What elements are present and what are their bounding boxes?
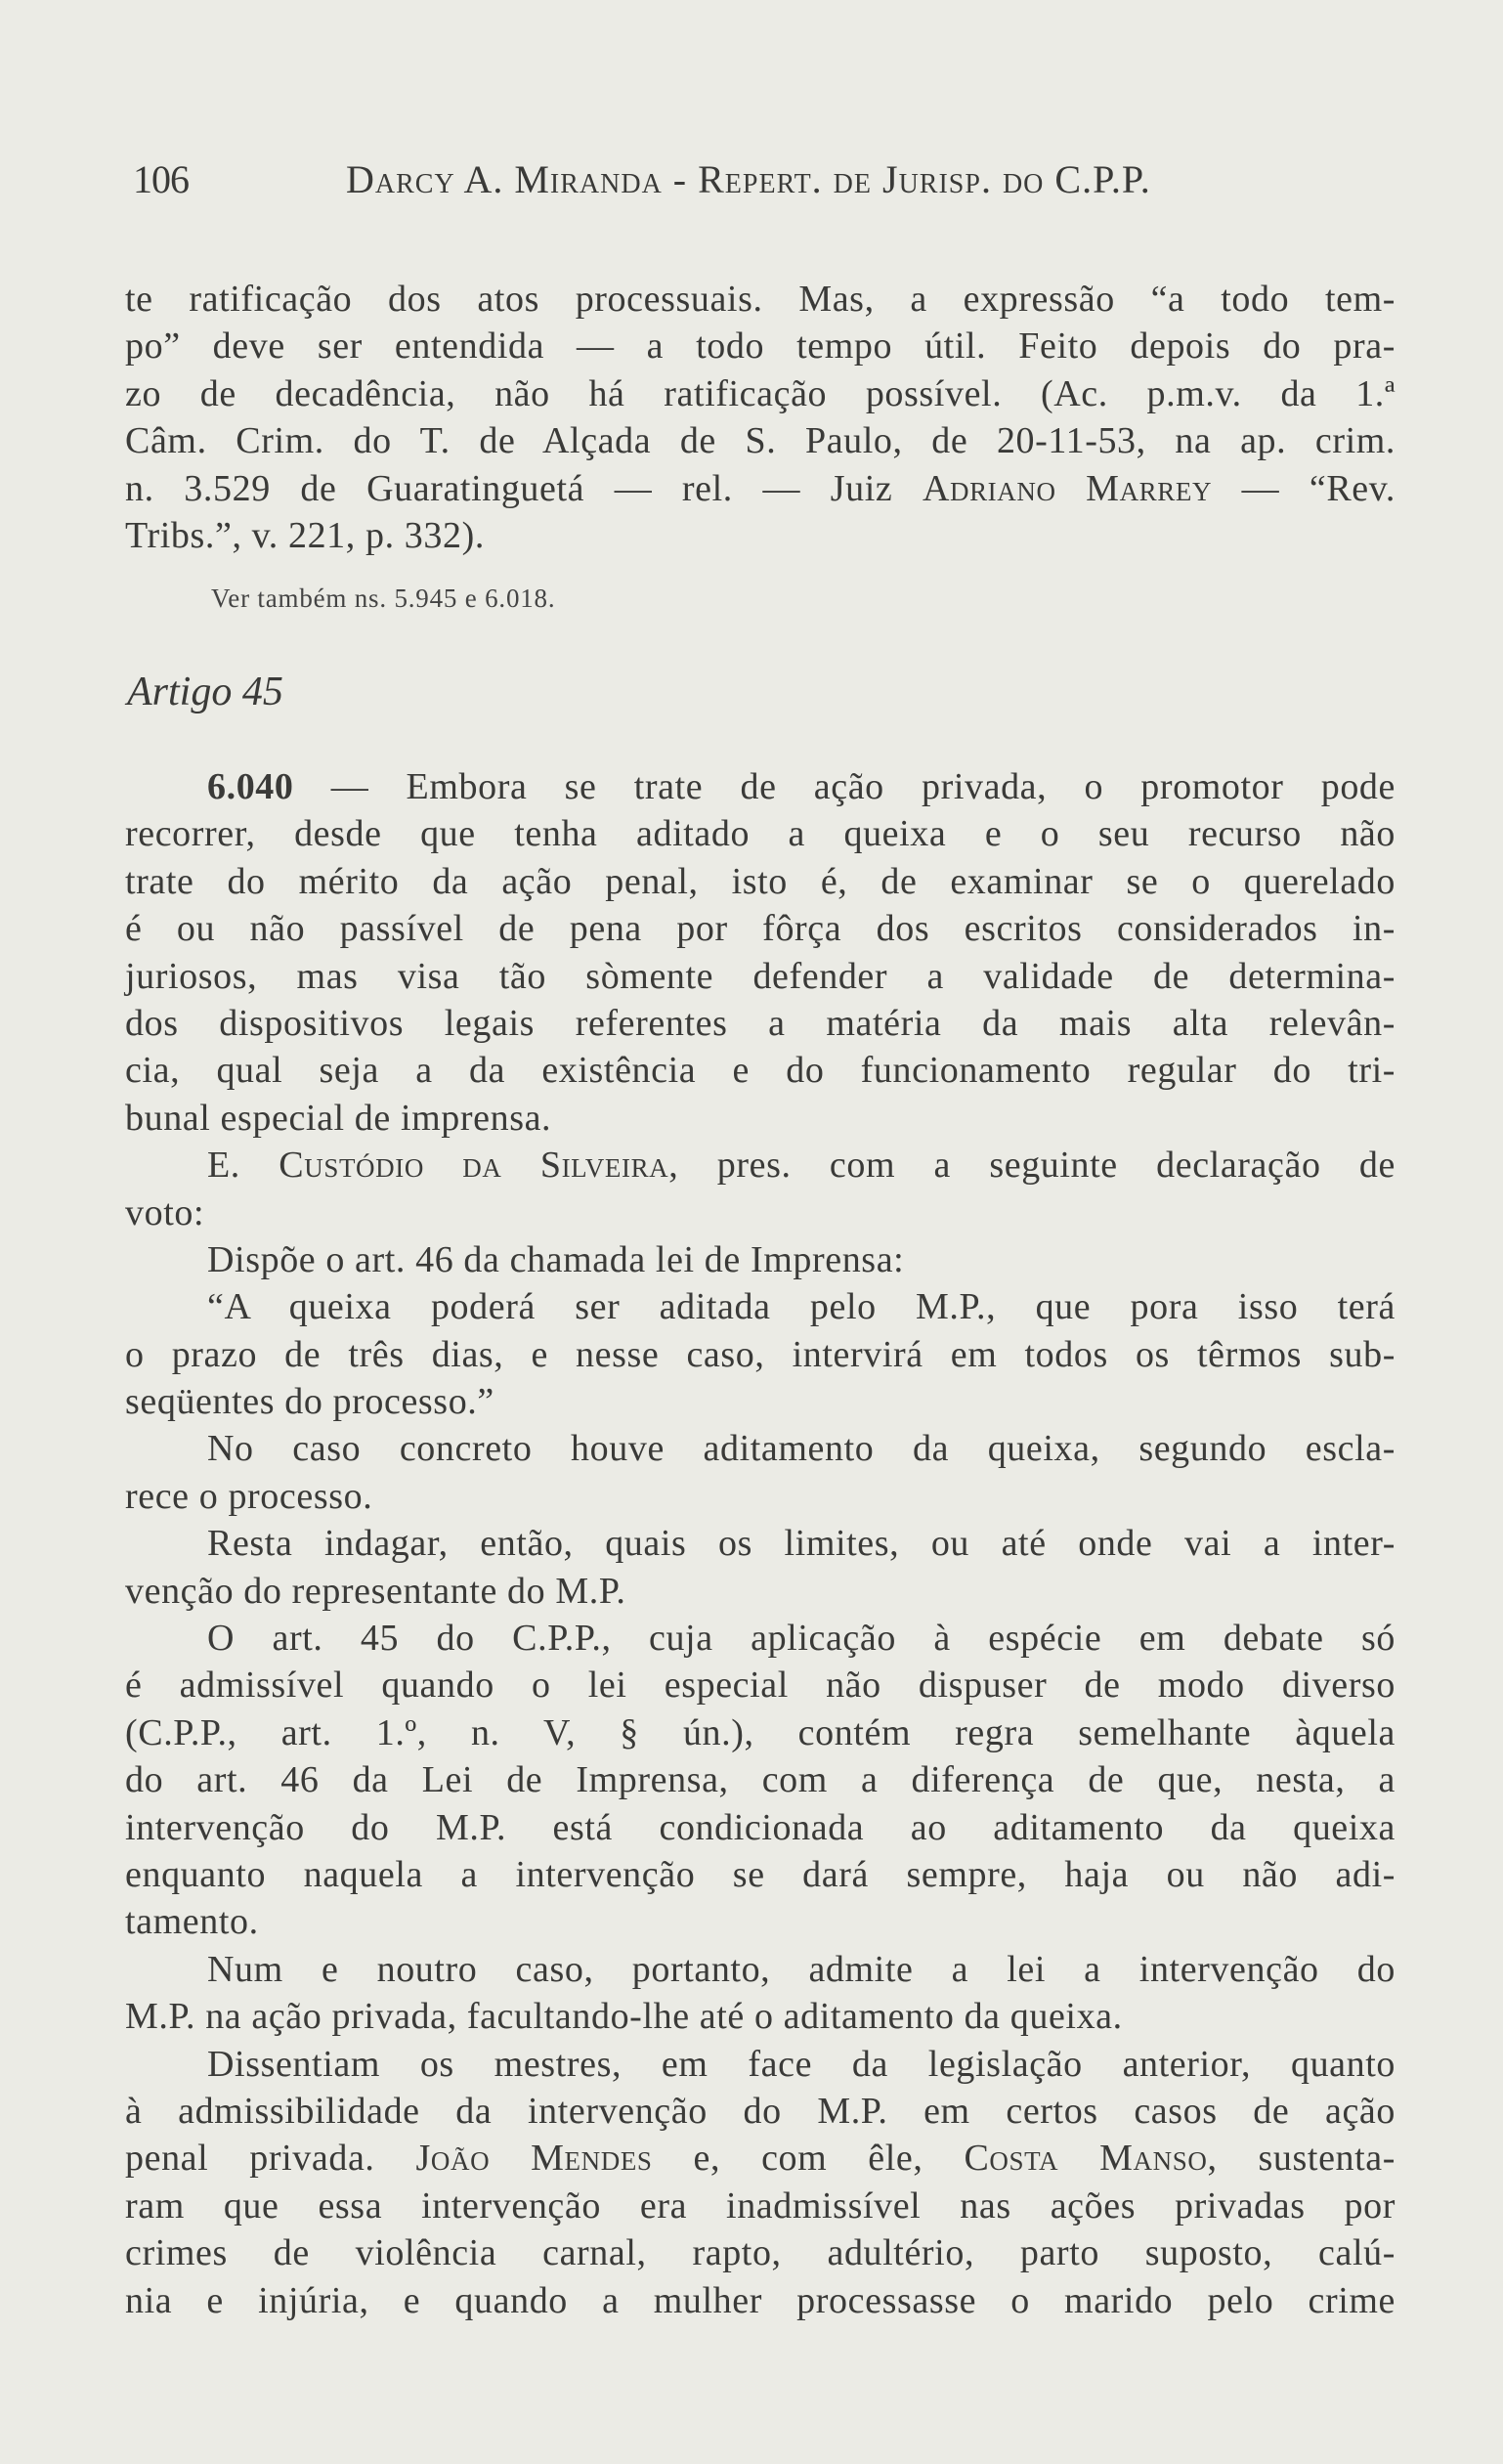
text-span: é ou não passível de pena por fôrça dos escritos considerados in- <box>125 908 1396 950</box>
text-span: Tribs.”, v. 221, p. 332). <box>125 514 485 556</box>
text-span: Dissentiam os mestres, em face da legislação anterior, quanto <box>207 2043 1396 2085</box>
text-line <box>125 1851 1396 1898</box>
text-span: à admissibilidade da intervenção do M.P. em certos casos de ação <box>125 2090 1396 2132</box>
text-line <box>125 512 1396 559</box>
text-span: dos dispositivos legais referentes a matéria da mais alta relevân- <box>125 1002 1396 1044</box>
text-line <box>125 465 1396 512</box>
text-line <box>125 2277 1396 2324</box>
paragraph <box>125 1615 1396 1946</box>
text-span: recorrer, desde que tenha aditado a queixa e o seu recurso não <box>125 813 1396 855</box>
text-span: M.P. na ação privada, facultando-lhe até o aditamento da queixa. <box>125 1996 1123 2038</box>
text-span: , sustenta- <box>1207 2138 1396 2180</box>
text-span: do art. 46 da Lei de Imprensa, com a diferença de que, nesta, a <box>125 1759 1396 1801</box>
text-line <box>125 2041 1396 2088</box>
text-line <box>125 1047 1396 1094</box>
text-line <box>125 1662 1396 1708</box>
text-span: te ratificação dos atos processuais. Mas, a expressão “a todo tem- <box>125 279 1396 320</box>
text-line <box>125 2183 1396 2229</box>
text-line <box>125 1236 1396 1283</box>
text-line <box>125 1568 1396 1615</box>
person-name: João Mendes <box>415 2138 653 2180</box>
text-span: rece o processo. <box>125 1475 373 1517</box>
running-title: Darcy A. Miranda - Repert. de Jurisp. do C.P.P. <box>346 157 1151 201</box>
text-line <box>125 1425 1396 1472</box>
text-span: intervenção do M.P. está condicionada ao aditamento da queixa <box>125 1806 1396 1848</box>
text-line <box>125 810 1396 857</box>
text-line <box>125 1756 1396 1803</box>
paragraph <box>125 1520 1396 1615</box>
text-span: seqüentes do processo.” <box>125 1381 494 1423</box>
text-line <box>125 276 1396 323</box>
person-name: Costa Manso <box>964 2138 1208 2180</box>
paragraph <box>125 1283 1396 1425</box>
text-span: po” deve ser entendida — a todo tempo útil. Feito depois do pra- <box>125 325 1396 367</box>
text-span: E. <box>207 1145 279 1187</box>
text-span: venção do representante do M.P. <box>125 1570 626 1612</box>
text-span: , pres. com a seguinte declaração de <box>668 1145 1396 1187</box>
text-span: “A queixa poderá ser aditada pelo M.P., que pora isso terá <box>207 1286 1396 1328</box>
person-name: Custódio da Silveira <box>279 1145 669 1187</box>
text-line <box>125 1804 1396 1851</box>
text-line <box>125 2135 1396 2182</box>
text-line <box>125 1095 1396 1142</box>
text-span: O art. 45 do C.P.P., cuja aplicação à espécie em debate só <box>207 1618 1396 1660</box>
text-line <box>125 1331 1396 1378</box>
text-span: voto: <box>125 1191 205 1233</box>
text-span: No caso concreto houve aditamento da queixa, segundo escla- <box>207 1428 1396 1470</box>
entry-number: 6.040 <box>207 766 294 807</box>
text-line <box>125 858 1396 905</box>
text-line <box>125 953 1396 1000</box>
section-heading: Artigo 45 <box>127 670 283 714</box>
text-span: — “Rev. <box>1212 467 1396 509</box>
text-line <box>125 1993 1396 2040</box>
article-body <box>125 763 1396 2324</box>
text-span: juriosos, mas visa tão sòmente defender a validade de determina- <box>125 955 1396 997</box>
paragraph <box>125 1236 1396 1283</box>
text-line <box>125 1709 1396 1756</box>
text-span: trate do mérito da ação penal, isto é, de examinar se o querelado <box>125 860 1396 902</box>
text-line <box>125 1142 1396 1189</box>
text-span: cia, qual seja a da existência e do funcionamento regular do tri- <box>125 1050 1396 1092</box>
text-line <box>125 1473 1396 1520</box>
text-line <box>125 1946 1396 1993</box>
text-span: e, com êle, <box>652 2138 965 2180</box>
text-span: (C.P.P., art. 1.º, n. V, § ún.), contém regra semelhante àquela <box>125 1711 1396 1753</box>
text-span: ram que essa intervenção era inadmissível nas ações privadas por <box>125 2184 1396 2226</box>
paragraph <box>125 1142 1396 1236</box>
person-name: Adriano Marrey <box>922 467 1213 509</box>
text-span: penal privada. <box>125 2138 416 2180</box>
text-span: crimes de violência carnal, rapto, adultério, parto suposto, calú- <box>125 2232 1396 2274</box>
text-span: zo de decadência, não há ratificação possível. (Ac. p.m.v. da 1.ª <box>125 372 1396 414</box>
text-span: nia e injúria, e quando a mulher processasse o marido pelo crime <box>125 2279 1396 2321</box>
text-span: o prazo de três dias, e nesse caso, intervirá em todos os têrmos sub- <box>125 1333 1396 1375</box>
text-span: enquanto naquela a intervenção se dará sempre, haja ou não adi- <box>125 1853 1396 1895</box>
paragraph <box>125 1946 1396 2041</box>
text-line <box>125 1615 1396 1662</box>
text-line <box>125 2088 1396 2135</box>
text-line <box>125 1520 1396 1567</box>
text-span: Câm. Crim. do T. de Alçada de S. Paulo, de 20-11-53, na ap. crim. <box>125 420 1396 462</box>
text-line <box>125 1283 1396 1330</box>
text-line <box>125 763 1396 810</box>
text-span: é admissível quando o lei especial não dispuser de modo diverso <box>125 1664 1396 1707</box>
text-line <box>125 1378 1396 1425</box>
text-span: Resta indagar, então, quais os limites, ou até onde vai a inter- <box>207 1523 1396 1565</box>
text-line <box>125 417 1396 464</box>
text-line <box>125 1189 1396 1236</box>
page-number: 106 <box>133 157 189 201</box>
text-line <box>125 905 1396 952</box>
paragraph <box>125 276 1396 559</box>
text-span: bunal especial de imprensa. <box>125 1097 552 1139</box>
text-line <box>125 370 1396 417</box>
paragraph <box>125 1425 1396 1520</box>
paragraph <box>125 763 1396 1142</box>
see-also-note: Ver também ns. 5.945 e 6.018. <box>211 584 556 613</box>
text-line <box>125 1000 1396 1047</box>
running-header <box>125 156 1396 207</box>
text-span: Dispõe o art. 46 da chamada lei de Imprensa: <box>207 1238 905 1280</box>
text-line <box>125 1898 1396 1945</box>
text-span: n. 3.529 de Guaratinguetá — rel. — Juiz <box>125 467 923 509</box>
text-span: — Embora se trate de ação privada, o promotor pode <box>293 766 1396 807</box>
intro-text <box>125 276 1396 559</box>
text-line <box>125 323 1396 369</box>
text-line <box>125 2229 1396 2276</box>
text-span: Num e noutro caso, portanto, admite a lei a intervenção do <box>207 1948 1396 1990</box>
text-span: tamento. <box>125 1901 259 1943</box>
paragraph <box>125 2041 1396 2324</box>
